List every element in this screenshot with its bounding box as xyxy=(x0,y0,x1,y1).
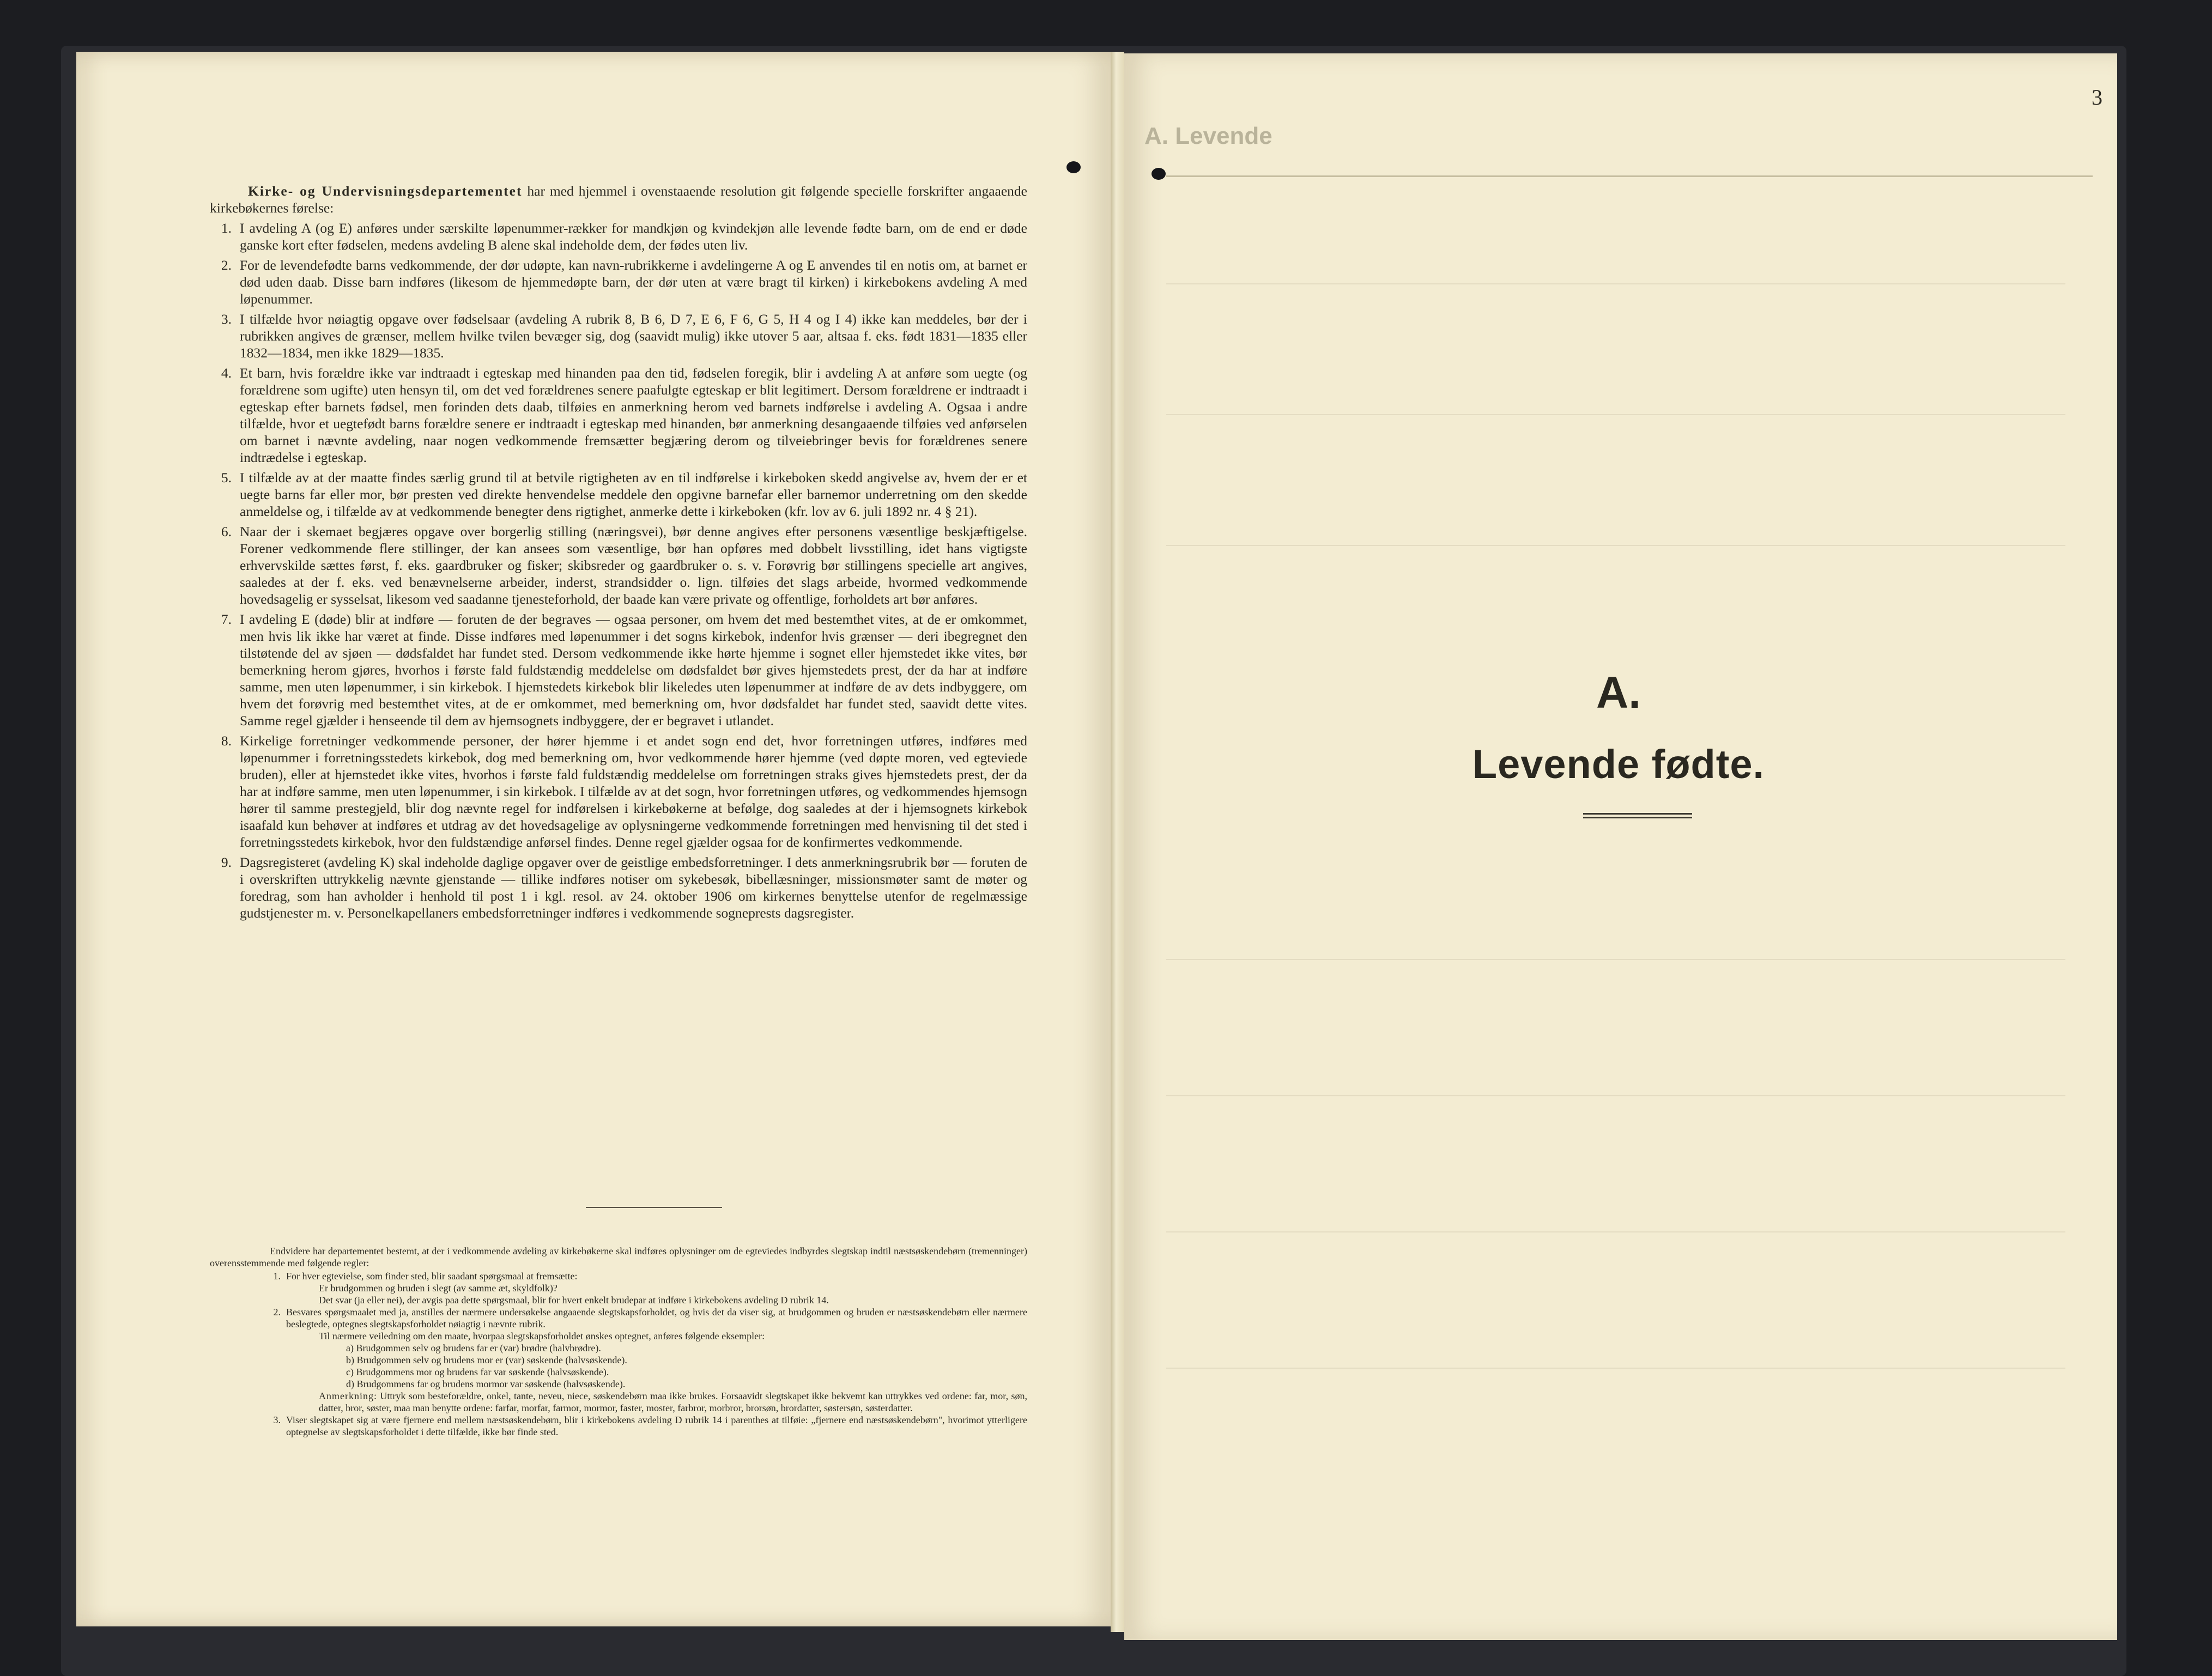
intro-lead: Kirke- og Undervisningsdepartementet xyxy=(248,183,523,199)
show-through-line xyxy=(1166,414,2065,415)
appendix-question: Er brudgommen og bruden i slegt (av samme æt, skyldfolk)? xyxy=(319,1283,557,1294)
rule-number: 9. xyxy=(221,854,232,870)
section-divider xyxy=(586,1207,722,1208)
rule-number: 6. xyxy=(221,524,232,539)
rule-text: Naar der i skemaet begjæres opgave over borgerlig stilling (næringsvei), bør denne angives efter personens væsentlige beskjæftigelse. Forener vedkommende flere stillinger, der kan ansees som væsentlige, bør han opføres med dobbelt livsstilling, idet hans vigtigste erhvervskilde sættes først, f. eks. gaardbruker og fisker; skibsreder og gaardbruker o. s. v. Forøvrig bør stillingens specielle art angives, saaledes at der f. eks. ved benævnelserne arbeider, inderst, strandsidder o. lign. tilføies det slags arbeide, hvormed vedkommende hovedsagelig er sysselsat, likesom ved saadanne tjenesteforhold, der baade kan være private og offentlige, forholdets art bør anføres. xyxy=(240,524,1027,607)
rule-text: Dagsregisteret (avdeling K) skal indeholde daglige opgaver over de geistlige embedsforretninger. I dets anmerkningsrubrik bør — foruten de i overskriften uttrykkelig nævnte gjenstande — tillike indføres notiser om sykebesøk, bibellæsninger, missionsmøter samt de møter og foredrag, som han avholder i henhold til post 1 i kgl. resol. av 24. oktober 1906 om kirkernes benyttelse utenfor de regelmæssige gudstjenester m. v. Personelkapellaners embedsforretninger indføres i vedkommende sogneprests dagsregister. xyxy=(240,854,1027,921)
appendix-number: 2. xyxy=(273,1307,281,1317)
appendix-example: d) Brudgommens far og brudens mormor var søskende (halvsøskende). xyxy=(346,1379,626,1389)
appendix-intro: Endvidere har departementet bestemt, at der i vedkommende avdeling av kirkebøkerne skal indføres oplysninger om de egteviedes indbyrdes slegtskap indtil næstsøskendebørn (tremenninger) overensstemmende med følgende regler: xyxy=(210,1246,1027,1268)
rule-item xyxy=(210,732,1027,851)
faint-header-rule xyxy=(1166,175,2093,177)
rule-item xyxy=(210,523,1027,608)
rule-text: I avdeling E (døde) blir at indføre — foruten de der begraves — ogsaa personer, om hvem det med bestemthet vites, at de er omkommet, men hvis lik ikke har været at finde. Disse indføres med løpenummer i det sogns kirkebok, indenfor hvis grænser — deri ibegregnet den tilstøtende del av sjøen — dødsfaldet har fundet sted. Dersom vedkommende ikke hørte hjemme i sognet eller hjemstedet ikke vites, bør bemerkning herom gjøres, hvorhos i første fald fuldstændig meddelelse om dødsfaldet bør gives hjemstedets prest, der da har at indføre samme, men uten løpenummer, i sin kirkebok. I hjemstedets kirkebok blir likeledes uten løpenummer at indføre de av dets indbyggere, om hvem det forøvrig med bestemthet vites, at de er omkommet, med bemerkning om, hvor dødsfaldet har fundet sted, saavidt dette vites. Samme regel gjælder i henseende til dem av hjemsognets indbyggere, der er begravet i utlandet. xyxy=(240,611,1027,728)
appendix-item xyxy=(210,1306,1027,1414)
title-double-rule xyxy=(1583,813,1692,818)
intro-rest: har med hjemmel i ovenstaaende resolution git følgende specielle forskrifter angaaende kirkebøkernes førelse: xyxy=(210,183,1027,216)
rule-item xyxy=(210,611,1027,729)
rule-text: Et barn, hvis forældre ikke var indtraadt i egteskap med hinanden paa den tid, fødselen foregik, blir i avdeling A at anføre som uegte (og forældrene som ugifte) uten hensyn til, om det ved forældrenes senere paafulgte egteskap er blit legitimert. Dersom forældrene er indtraadt i egteskap efter barnets fødsel, men forinden dets daab, tilføies en anmerkning herom ved barnets indførelse i avdeling A. Ogsaa i andre tilfælde, hvor et uegtefødt barns forældre senere er indtraadt i egteskap med hinanden, bør anmerkning desangaaende tilføies ved anførselen om barnet i nævnte avdeling, naar nogen vedkommende fremsætter begjæring derom og tilveiebringer bevis for forældrenes senere indtrædelse i egteskap. xyxy=(240,365,1027,465)
rule-item xyxy=(210,311,1027,361)
rule-item xyxy=(210,854,1027,921)
rule-number: 7. xyxy=(221,611,232,627)
binding-hole-right xyxy=(1152,168,1166,180)
appendix-note xyxy=(286,1390,1027,1414)
rule-number: 4. xyxy=(221,365,232,381)
appendix-text-line: Viser slegtskapet sig at være fjernere end mellem næstsøskendebørn, blir i kirkebokens avdeling D rubrik 14 i parenthes at tilføie: „fjernere end næstsøskendebørn", hvorimot ytterligere optegnelse av slegtskapsforholdet i dette tilfælde, ikke bør finde sted. xyxy=(286,1414,1027,1437)
appendix-example: c) Brudgommens mor og brudens far var søskende (halvsøskende). xyxy=(346,1367,609,1377)
show-through-line xyxy=(1166,1095,2065,1096)
rule-number: 3. xyxy=(221,311,232,327)
appendix-example: b) Brudgommen selv og brudens mor er (var) søskende (halvsøskende). xyxy=(346,1355,627,1365)
appendix-example: a) Brudgommen selv og brudens far er (var) brødre (halvbrødre). xyxy=(346,1343,601,1353)
binding-hole-left xyxy=(1066,161,1081,173)
appendix-number: 3. xyxy=(273,1414,281,1425)
show-through-line xyxy=(1166,283,2065,284)
rule-text: I avdeling A (og E) anføres under særskilte løpenummer-rækker for mandkjøn og kvindekjøn alle levende fødte barn, om de end er døde ganske kort efter fødselen, medens avdeling B alene skal indeholde dem, der fødes uten liv. xyxy=(240,220,1027,253)
note-text: Uttryk som besteforældre, onkel, tante, neveu, niece, søskendebørn maa ikke brukes. Forsaavidt slegtskapet ikke bekvemt kan uttrykkes ved ordene: far, mor, søn, datter, bror, søster, maa man benytte ordene: farfar, morfar, farmor, mormor, faster, moster, farbror, morbror, brorsøn, brordatter, søstersøn, søsterdatter. xyxy=(319,1390,1027,1413)
appendix-guidance: Til nærmere veiledning om den maate, hvorpaa slegtskapsforholdet ønskes optegnet, anføres følgende eksempler: xyxy=(319,1331,765,1341)
appendix-item xyxy=(210,1414,1027,1438)
regulations-text xyxy=(210,183,1027,925)
section-title: Levende fødte. xyxy=(1472,742,1765,787)
appendix-text-line: Besvares spørgsmaalet med ja, anstilles der nærmere undersøkelse angaaende slegtskapsforholdet, og hvis det da viser sig, at brudgommen og bruden er næstsøskendebørn eller nærmere beslegtede, optegnes slegtskapsforholdet nøiagtig i nævnte rubrik. xyxy=(286,1307,1027,1329)
rule-number: 2. xyxy=(221,257,232,273)
show-through-line xyxy=(1166,1231,2065,1232)
rule-number: 8. xyxy=(221,733,232,749)
rule-item xyxy=(210,257,1027,307)
regulations-intro xyxy=(210,183,1027,216)
rule-item xyxy=(210,469,1027,520)
rule-text: I tilfælde hvor nøiagtig opgave over fødselsaar (avdeling A rubrik 8, B 6, D 7, E 6, F 6, G 5, H 4 og I 4) ikke kan meddeles, bør der i rubrikken angives de grænser, mellem hvilke tvilen bevæger sig, dog (saavidt mulig) ikke utover 5 aar, altsaa f. eks. født 1831—1835 eller 1832—1834, men ikke 1829—1835. xyxy=(240,311,1027,361)
appendix-text-line: For hver egtevielse, som finder sted, blir saadant spørgsmaal at fremsætte: xyxy=(286,1271,578,1282)
appendix-number: 1. xyxy=(273,1271,281,1282)
show-through-line xyxy=(1166,959,2065,960)
right-page xyxy=(1124,53,2117,1640)
rule-number: 1. xyxy=(221,220,232,236)
rule-text: For de levendefødte barns vedkommende, der dør udøpte, kan navn-rubrikkerne i avdelingerne A og E anvendes til en notis om, at barnet er død uden daab. Disse barn indføres (likesom de hjemmedøpte barn, der dør uten at være bragt til kirken) i kirkebokens avdeling A med løpenummer. xyxy=(240,257,1027,307)
rule-text: I tilfælde av at der maatte findes særlig grund til at betvile rigtigheten av en til indførelse i kirkeboken skedd angivelse av, hvem der er et uegte barns far eller mor, bør presten ved direkte henvendelse meddele den opgivne barnefar eller barnemor underretning om den skedde anmeldelse og, i tilfælde av at vedkommende benegter dens rigtighet, anmerke dette i kirkeboken (kfr. lov av 6. juli 1892 nr. 4 § 21). xyxy=(240,470,1027,519)
rule-text: Kirkelige forretninger vedkommende personer, der hører hjemme i et andet sogn end det, hvor forretningen utføres, indføres med løpenummer i forretningsstedets kirkebok, dog med bemerkning om, hvor vedkommende hører hjemme (ved døpte moren, ved egteviede bruden), eller at hjemstedet ikke vites, hvorhos i første fald fuldstændig meddelelse om forretningen straks gives hjemstedets prest, der da har at indføre samme, men uten løpenummer, i sin kirkebok. I tilfælde av at det sogn, hvor forretningen utføres, og vedkommendes hjemsogn hører til samme prestegjeld, blir dog nævnte regel for indførelsen i kirkebøkerne at befølge, dog saaledes at der i hjemsognets kirkebok isaafald kun behøver at indføres et utdrag av det hovedsagelige av oplysningerne vedkommende forretningen med henvisning til det sted i forretningsstedets kirkebok, hvor den fuldstændige anførsel findes. Denne regel gjælder ogsaa for de konfirmertes vedkommende. xyxy=(240,733,1027,850)
show-through-line xyxy=(1166,545,2065,546)
appendix-item xyxy=(210,1270,1027,1306)
faint-show-through-header: A. Levende xyxy=(1144,123,1272,149)
rule-item xyxy=(210,220,1027,253)
note-lead: Anmerkning: xyxy=(319,1390,377,1401)
show-through-line xyxy=(1166,1368,2065,1369)
appendix-answer: Det svar (ja eller nei), der avgis paa dette spørgsmaal, blir for hvert enkelt brudepar at indføre i kirkebokens avdeling D rubrik 14. xyxy=(319,1295,829,1305)
rule-item xyxy=(210,365,1027,466)
section-letter: A. xyxy=(1596,668,1641,718)
rule-number: 5. xyxy=(221,470,232,485)
page-number: 3 xyxy=(2092,85,2102,110)
book-gutter xyxy=(1111,52,1124,1632)
appendix-text xyxy=(210,1245,1027,1438)
